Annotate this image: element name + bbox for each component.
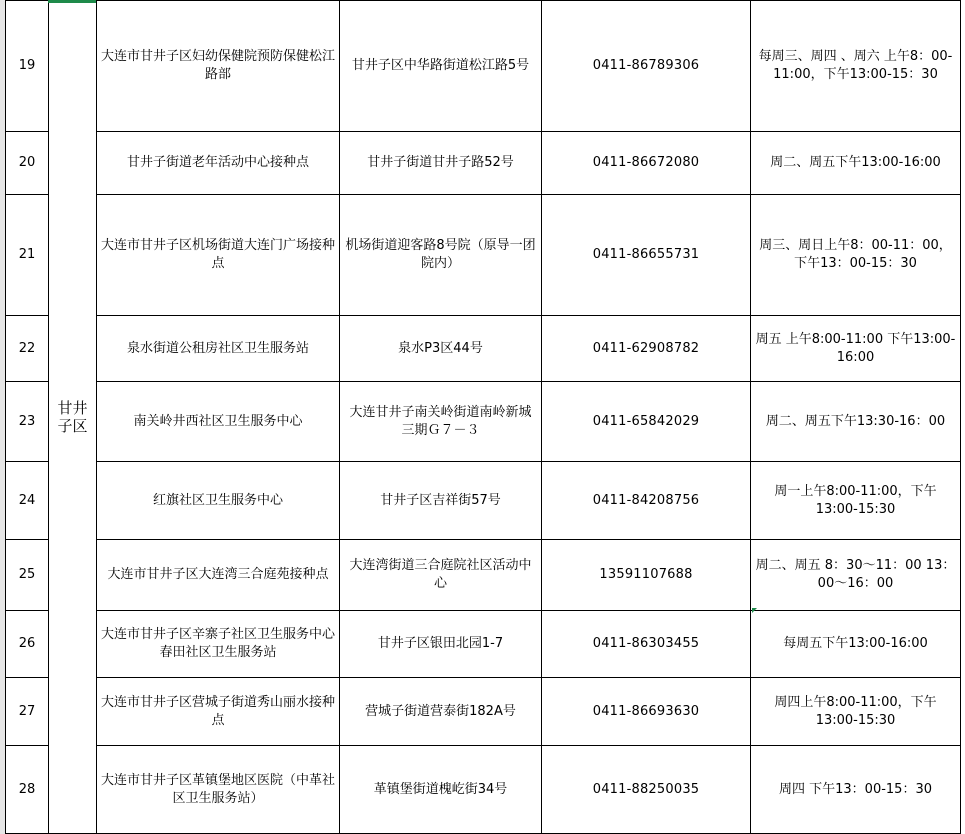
row-number[interactable]: 23 <box>6 382 49 462</box>
table-row[interactable] <box>6 462 961 540</box>
site-phone[interactable]: 0411-86303455 <box>542 611 751 678</box>
site-address[interactable]: 大连湾街道三合庭院社区活动中心 <box>340 540 542 611</box>
site-address[interactable]: 大连甘井子南关岭街道南岭新城三期Ｇ７－３ <box>340 382 542 462</box>
site-phone[interactable]: 13591107688 <box>542 540 751 611</box>
site-hours[interactable]: 周三、周日上午8：00-11：00，下午13：00-15：30 <box>751 195 961 316</box>
row-number[interactable]: 27 <box>6 678 49 746</box>
site-phone[interactable]: 0411-86655731 <box>542 195 751 316</box>
district-cell[interactable] <box>49 1 97 834</box>
site-address[interactable]: 泉水P3区44号 <box>340 316 542 382</box>
table-row[interactable] <box>6 195 961 316</box>
row-number[interactable]: 20 <box>6 132 49 195</box>
row-number[interactable]: 21 <box>6 195 49 316</box>
site-address[interactable]: 革镇堡街道槐屹街34号 <box>340 746 542 834</box>
table-row[interactable] <box>6 316 961 382</box>
vaccination-sites-table <box>5 0 961 834</box>
table-row[interactable] <box>6 1 961 132</box>
row-number[interactable]: 28 <box>6 746 49 834</box>
table-row[interactable] <box>6 382 961 462</box>
site-hours[interactable]: 周五 上午8:00-11:00 下午13:00-16:00 <box>751 316 961 382</box>
site-phone[interactable]: 0411-65842029 <box>542 382 751 462</box>
table-row[interactable] <box>6 678 961 746</box>
district-label: 甘井子区 <box>57 399 88 435</box>
table-row[interactable] <box>6 746 961 834</box>
site-name[interactable]: 大连市甘井子区营城子街道秀山丽水接种点 <box>97 678 340 746</box>
site-hours[interactable]: 周二、周五 8：30～11：00 13：00～16：00 <box>751 540 961 611</box>
selected-cell-indicator <box>48 0 96 3</box>
site-address[interactable]: 甘井子区吉祥街57号 <box>340 462 542 540</box>
site-address[interactable]: 甘井子区银田北园1-7 <box>340 611 542 678</box>
site-phone[interactable]: 0411-88250035 <box>542 746 751 834</box>
site-phone[interactable]: 0411-86693630 <box>542 678 751 746</box>
site-address[interactable]: 甘井子街道甘井子路52号 <box>340 132 542 195</box>
site-hours[interactable]: 周一上午8:00-11:00，下午13:00-15:30 <box>751 462 961 540</box>
table-row[interactable] <box>6 540 961 611</box>
cell-comment-marker <box>752 608 757 613</box>
site-hours[interactable]: 每周三、周四 、周六 上午8：00-11:00，下午13:00-15：30 <box>751 1 961 132</box>
site-phone[interactable]: 0411-86672080 <box>542 132 751 195</box>
site-phone[interactable]: 0411-84208756 <box>542 462 751 540</box>
site-name[interactable]: 泉水街道公租房社区卫生服务站 <box>97 316 340 382</box>
site-name[interactable]: 大连市甘井子区机场街道大连门广场接种点 <box>97 195 340 316</box>
site-name[interactable]: 甘井子街道老年活动中心接种点 <box>97 132 340 195</box>
site-address[interactable]: 营城子街道营泰街182A号 <box>340 678 542 746</box>
table-row[interactable] <box>6 132 961 195</box>
table-row[interactable] <box>6 611 961 678</box>
site-name[interactable]: 大连市甘井子区妇幼保健院预防保健松江路部 <box>97 1 340 132</box>
site-phone[interactable]: 0411-86789306 <box>542 1 751 132</box>
site-name[interactable]: 大连市甘井子区革镇堡地区医院（中革社区卫生服务站） <box>97 746 340 834</box>
row-number[interactable]: 25 <box>6 540 49 611</box>
site-hours[interactable]: 周二、周五下午13:00-16:00 <box>751 132 961 195</box>
site-name[interactable]: 红旗社区卫生服务中心 <box>97 462 340 540</box>
site-name[interactable]: 大连市甘井子区大连湾三合庭苑接种点 <box>97 540 340 611</box>
row-number[interactable]: 22 <box>6 316 49 382</box>
site-hours[interactable]: 每周五下午13:00-16:00 <box>751 611 961 678</box>
site-name[interactable]: 南关岭井西社区卫生服务中心 <box>97 382 340 462</box>
row-number[interactable]: 26 <box>6 611 49 678</box>
row-number[interactable]: 24 <box>6 462 49 540</box>
row-number[interactable]: 19 <box>6 1 49 132</box>
site-address[interactable]: 机场街道迎客路8号院（原导一团院内） <box>340 195 542 316</box>
site-name[interactable]: 大连市甘井子区辛寨子社区卫生服务中心春田社区卫生服务站 <box>97 611 340 678</box>
site-phone[interactable]: 0411-62908782 <box>542 316 751 382</box>
site-hours[interactable]: 周四 下午13：00-15：30 <box>751 746 961 834</box>
site-address[interactable]: 甘井子区中华路街道松江路5号 <box>340 1 542 132</box>
site-hours[interactable]: 周二、周五下午13:30-16：00 <box>751 382 961 462</box>
site-hours[interactable]: 周四上午8:00-11:00，下午13:00-15:30 <box>751 678 961 746</box>
